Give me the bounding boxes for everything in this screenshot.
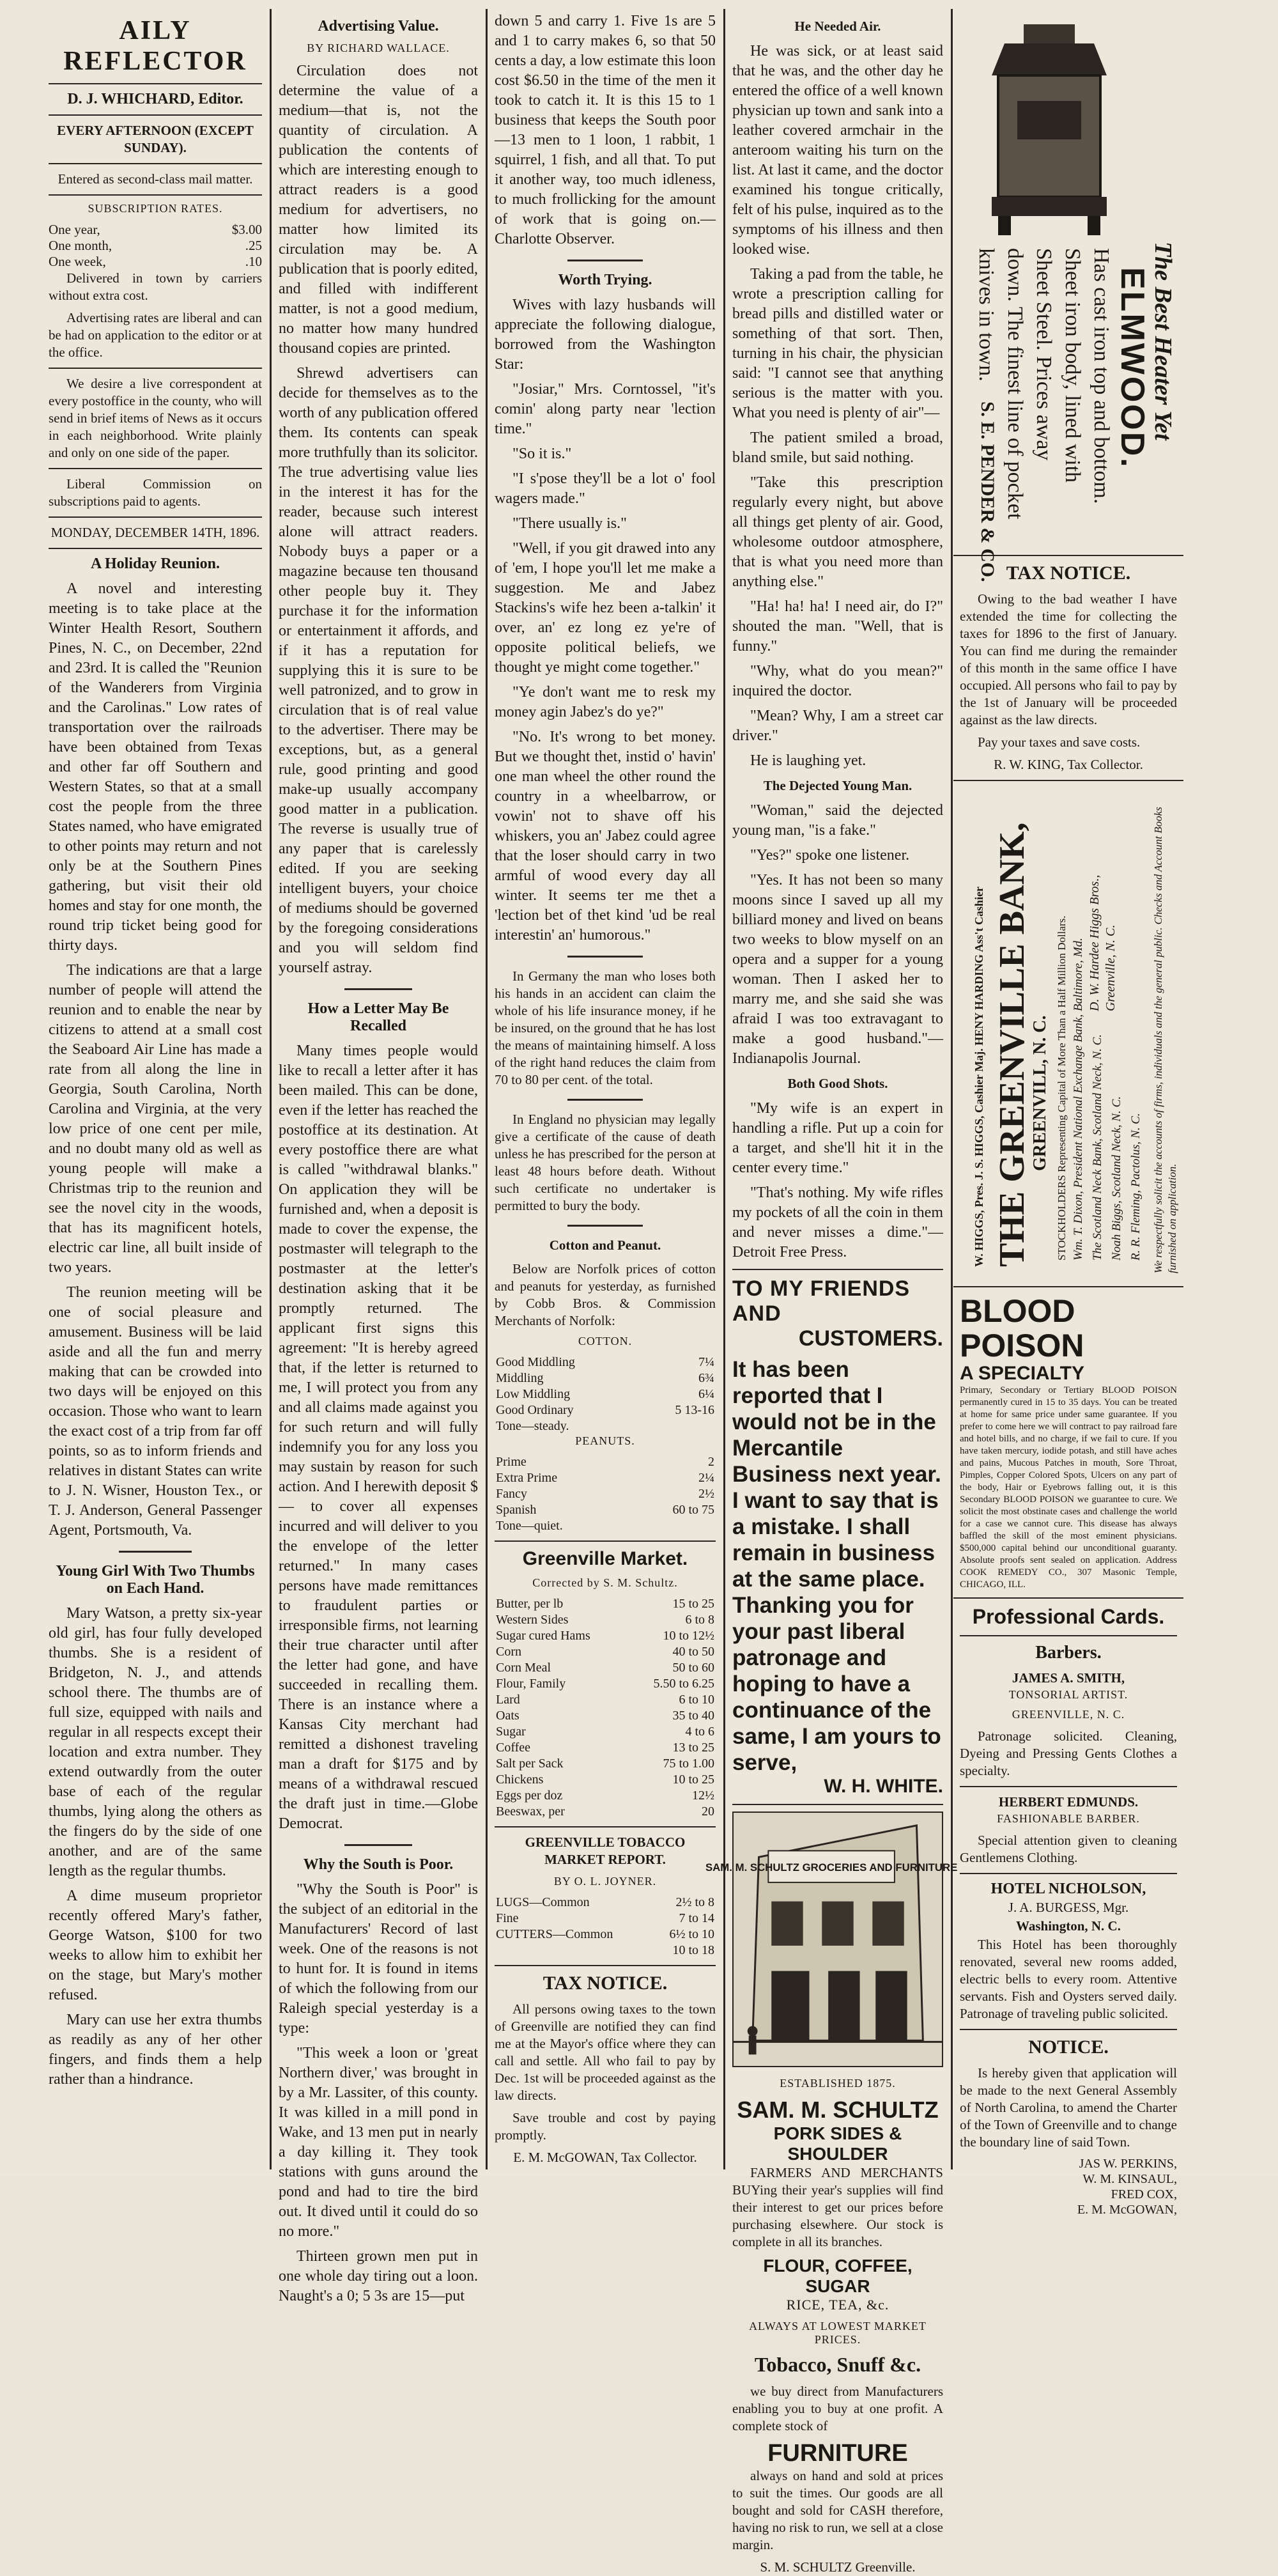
tax-signature: R. W. KING, Tax Collector. xyxy=(994,757,1143,772)
correspondent-note: We desire a live correspondent at every postoffice in the county, who will send in brief items of News as it occurs in each neighborhood. Write plainly and only on one side of the paper. xyxy=(49,376,262,460)
tax-title: TAX NOTICE. xyxy=(1006,563,1131,584)
table-row: Corn 40 to 50 xyxy=(496,1645,714,1659)
entered-line: Entered as second-class mail matter. xyxy=(58,171,253,187)
column-rule xyxy=(723,9,725,2169)
table-row: Fine 7 to 14 xyxy=(496,1911,714,1925)
worth-paragraph: "Well, if you git drawed into any of 'em, I hope you'll let me make a suggestion. Me and Jabez Stackins's wife hez been a-talkin' it over, an' ez long ez ye're of opposite political beliefs, we thought ye might come together." xyxy=(495,540,716,676)
advertising-paragraph: Shrewd advertisers can decide for themselves as to the worth of any publication offered them. Its contents can speak more truthfully than its solicitor. The true advertising value lies in the interest it has for the reader, because such interest alone will attract readers. Nobody buys a paper or a magazine because ten thousand other people buy it. They purchase it for the information or entertainment it affords, and if it has a reputation for supplying this it is sure to be well patronized, and to grow in circulation that is of real value to the advertiser. There may be exceptions, but, as a general rule, good printing and good make-up usually accompany good matter in a publication. The reverse is usually true of any paper that is carelessly edited. If you are seeking intelligent buyers, your choice of mediums should be governed by the foregoing considerations and you will seldom find yourself astray. xyxy=(279,365,478,976)
tax-body: All persons owing taxes to the town of Greenville are notified they can find me at the Mayor's office where they can call and settle. All who fail to pay by Dec. 1st will be proceeded against as the law directs. xyxy=(495,2001,716,2103)
heater-body: Sheet iron body, lined with xyxy=(1061,248,1084,483)
heater-tagline: The Best Heater Yet xyxy=(1150,242,1176,440)
table-row: Eggs per doz 12½ xyxy=(496,1788,714,1803)
friends-heading: CUSTOMERS. xyxy=(798,1326,943,1351)
advertising-title: Advertising Value. xyxy=(318,18,439,35)
table-row: Sugar cured Hams 10 to 12½ xyxy=(496,1629,714,1643)
tax-body: Pay your taxes and save costs. xyxy=(978,734,1141,750)
edmunds-title: FASHIONABLE BARBER. xyxy=(997,1812,1140,1825)
worth-paragraph: "No. It's wrong to bet money. But we thought thet, instid o' havin' one man wheel the other round the country in a wheelbarrow, or vowin' not to shave off his whiskers, you an' Jabez could agree that the loser should carry in two armful of wood every day all winter. It seems ter me thet a 'lection bet of thet kind 'ud be real interestin' an' humorous." xyxy=(495,729,716,943)
cotton-title: Cotton and Peanut. xyxy=(549,1238,661,1253)
thumbs-paragraph: Mary can use her extra thumbs as readily as any of her other fingers, and finds them a help rather than a hindrance. xyxy=(49,2012,262,2088)
rates-list xyxy=(49,222,262,270)
friends-signature: W. H. WHITE. xyxy=(824,1776,943,1797)
south-paragraph: "Why the South is Poor" is the subject of an editorial in the Manufacturers' Record of last week. One of the reasons is not to hunt for. It is found in items of which the following from our Raleigh special yesterday is a type: xyxy=(279,1881,478,2037)
schultz-tobacco: Tobacco, Snuff &c. xyxy=(754,2353,921,2376)
tobacco-title: GREENVILLE TOBACCO MARKET REPORT. xyxy=(525,1835,686,1867)
thumbs-title: Young Girl With Two Thumbs on Each Hand. xyxy=(56,1563,255,1597)
signature: JAS W. PERKINS, xyxy=(1079,2157,1177,2171)
schultz-body2: we buy direct from Manufacturers enabling you to buy at one profit. A complete stock of xyxy=(732,2384,943,2433)
hotel-body: This Hotel has been thoroughly renovated, several new rooms added, electric bells to every room. Attentive servants. Fish and Oysters served daily. Patronage of traveling public solicited. xyxy=(960,1937,1177,2021)
market-byline: Corrected by S. M. Schultz. xyxy=(532,1576,678,1589)
bank-stockholder: Noah Biggs, Scotland Neck, N. C. xyxy=(1110,1096,1123,1261)
cotton-head: COTTON. xyxy=(578,1335,633,1347)
professional-title: Professional Cards. xyxy=(972,1605,1165,1628)
bank-name: THE GREENVILLE BANK, xyxy=(992,822,1032,1267)
peanut-table xyxy=(495,1454,716,1534)
notice-title: NOTICE. xyxy=(1028,2037,1109,2058)
heater-body: Sheet Steel. Prices away xyxy=(1032,248,1056,461)
shots-paragraph: "My wife is an expert in handling a rifle. Put up a coin for a target, and she'll hit it in the center every time." xyxy=(732,1100,943,1176)
delivery-note: Delivered in town by carriers without extra cost. xyxy=(49,270,262,303)
reunion-paragraph: A novel and interesting meeting is to take place at the Winter Health Resort, Southern Pines, N. C., on December, 22nd and 23rd. It is called the "Reunion of the Wanderers from Virginia and the Carolinas." Low rates of transportation over the railroads have been obtained from Texas and other far off Southern and Western States, so that at a small cost the people from the three States named, who have emigrated to other points may return and not only be at the Southern Pines gathering, but visit their old homes and stay for one month, the round trip ticket being good for thirty days. xyxy=(49,580,262,954)
air-paragraph: "Ha! ha! ha! I need air, do I?" shouted the man. "Well, that is funny." xyxy=(732,598,943,655)
store-illustration xyxy=(705,1812,958,2067)
tobacco-byline: BY O. L. JOYNER. xyxy=(553,1875,657,1888)
worth-paragraph: "Josiar," Mrs. Corntossel, "it's comin' along party near 'lection time." xyxy=(495,381,716,437)
advertising-byline: BY RICHARD WALLACE. xyxy=(307,42,450,54)
continued-paragraph: down 5 and carry 1. Five 1s are 5 and 1 to carry makes 6, so that 50 cents a day, a low estimate this loon cost $6.50 in the time of the men it took to catch it. It is this 15 to 1 business that keeps the South poor—13 men to 1 loon, 1 rabbit, 1 squirrel, 1 fish, and all that. To put it another way, too much idleness, to much frollicking for the amount of work that is going on.—Charlotte Observer. xyxy=(495,13,716,247)
table-row: Corn Meal 50 to 60 xyxy=(496,1661,714,1675)
blood-subheading: A SPECIALTY xyxy=(960,1363,1085,1384)
england-paragraph: In England no physician may legally give a certificate of the cause of death unless he has prescribed for the person at least 48 hours before death. Without such certificate no undertaker is permitted to bury the body. xyxy=(495,1112,716,1213)
worth-paragraph: Wives with lazy husbands will appreciate the following dialogue, borrowed from the Washington Star: xyxy=(495,297,716,373)
air-title: He Needed Air. xyxy=(794,19,881,34)
tax-body: Save trouble and cost by paying promptly. xyxy=(495,2110,716,2143)
friends-body: It has been reported that I would not be in the Mercantile Business next year. I want to say that is a mistake. I shall remain in business at the same place. Thanking you for your past liberal patronage and hoping to have a continuance of the same, I am yours to serve, xyxy=(732,1357,941,1775)
table-row: Beeswax, per 20 xyxy=(496,1804,714,1819)
heater-name: ELMWOOD. xyxy=(1114,267,1151,469)
bank-stockholder: Wm. T. Dixon, President National Exchange Bank, Baltimore, Md. xyxy=(1072,938,1085,1261)
cotton-intro: Below are Norfolk prices of cotton and peanuts for yesterday, as furnished by Cobb Bros. & Commission Merchants of Norfolk: xyxy=(495,1261,716,1328)
table-row: Flour, Family 5.50 to 6.25 xyxy=(496,1677,714,1691)
tax-title: TAX NOTICE. xyxy=(543,1973,668,1994)
table-row: Sugar 4 to 6 xyxy=(496,1725,714,1739)
masthead: AILY REFLECTOR xyxy=(63,16,247,76)
table-row: CUTTERS—Common 6½ to 10 xyxy=(496,1927,714,1941)
south-paragraph: "This week a loon or 'great Northern diver,' was brought in by a Mr. Lassiter, of this county. It was killed in a mill pond in Wake, and 13 men put in nearly a day killing it. They took stations with guns around the pond and had to tire the bird out. It dived until it could do so no more." xyxy=(279,2045,478,2240)
table-row: Tone—quiet. xyxy=(496,1519,563,1533)
market-title: Greenville Market. xyxy=(522,1548,688,1569)
hotel-place: Washington, N. C. xyxy=(1016,1918,1121,1934)
heater-body: Has cast iron top and bottom. xyxy=(1089,248,1113,504)
schultz-signature: S. M. SCHULTZ Greenville. xyxy=(760,2559,916,2575)
barbers-heading: Barbers. xyxy=(1035,1643,1102,1663)
south-paragraph: Thirteen grown men put in one whole day tiring out a loon. Naught's a 0; 5 3s are 15—put xyxy=(279,2248,478,2304)
advertising-paragraph: Circulation does not determine the value of a medium—that is, not the quantity of circulation. A publication the contents of which are interesting enough to attract readers is a good medium for advertisers, no matter how limited its circulation may be. A publication that is poorly edited, and filled with indifferent matter, is not a good medium, no matter how many hundred thousand copies are printed. xyxy=(279,63,478,357)
bank-ad xyxy=(953,788,1183,1280)
air-paragraph: He was sick, or at least said that he was, and the other day he entered the office of a well known physician up town and sank into a leather covered armchair in the anteroom waiting his turn on the list. At last it came, and the doctor examined his tongue critically, felt of his pulse, inquired as to the symptoms of his illness and then looked wise. xyxy=(732,43,943,258)
smith-name: JAMES A. SMITH, xyxy=(1012,1670,1125,1686)
signature: FRED COX, xyxy=(1111,2187,1177,2201)
thumbs-paragraph: Mary Watson, a pretty six-year old girl, has four fully developed thumbs. She is a resident of Bridgeton, N. J., and attends school there. The thumbs are of full size, equipped with nails and regular in all respects except their location and extra number. They extend outwardly from the outer base of each of the regular thumbs, lying along the others as the fingers do by the side of one another, and are of the same length as the regular thumbs. xyxy=(49,1605,262,1879)
friends-heading: TO MY FRIENDS AND xyxy=(732,1276,911,1326)
worth-title: Worth Trying. xyxy=(558,272,652,288)
reunion-title: A Holiday Reunion. xyxy=(90,555,220,572)
table-row: Good Ordinary 5 13-16 xyxy=(496,1403,714,1417)
dejected-title: The Dejected Young Man. xyxy=(763,778,912,793)
thumbs-paragraph: A dime museum proprietor recently offered Mary's father, George Watson, $100 for two weeks to allow him to exhibit her on the stage, but Mary's mother refused. xyxy=(49,1888,262,2003)
signature: E. M. McGOWAN, xyxy=(1077,2203,1177,2217)
bank-place: GREENVILL, N. C. xyxy=(1030,1015,1050,1171)
rate-row: One year, $3.00 xyxy=(49,222,262,237)
table-row: Fancy 2½ xyxy=(496,1487,714,1501)
worth-paragraph: "There usually is." xyxy=(512,515,627,532)
table-row: Western Sides 6 to 8 xyxy=(496,1613,714,1627)
table-row: Coffee 13 to 25 xyxy=(496,1741,714,1755)
friends-ad xyxy=(732,1276,943,1797)
market-table xyxy=(495,1596,716,1820)
smith-title: TONSORIAL ARTIST. xyxy=(1008,1688,1128,1701)
column-4 xyxy=(705,12,958,2575)
issue-date: MONDAY, DECEMBER 14TH, 1896. xyxy=(50,525,260,540)
air-paragraph: "Mean? Why, I am a street car driver." xyxy=(732,708,943,744)
air-paragraph: "Take this prescription regularly every night, but above all things get plenty of air. Good, wholesome outdoor atmosphere, that is what you need more than anything else." xyxy=(732,474,943,590)
table-row: Salt per Sack 75 to 1.00 xyxy=(496,1757,714,1771)
advertising-note: Advertising rates are liberal and can be had on application to the editor or at the office. xyxy=(49,310,262,360)
schultz-name: SAM. M. SCHULTZ xyxy=(737,2097,939,2123)
hotel-manager: J. A. BURGESS, Mgr. xyxy=(1008,1900,1129,1915)
schultz-low-prices: ALWAYS AT LOWEST MARKET PRICES. xyxy=(749,2320,927,2346)
tax-body: Owing to the bad weather I have extended the time for collecting the taxes for 1896 to the first of January. You can find me during the remainder of this month in the same office I have occupied. All persons who fail to pay by the 1st of January will be proceeded against as the law directs. xyxy=(960,591,1177,727)
table-row: 10 to 18 xyxy=(672,1943,714,1957)
bank-officers: W. HIGGS, Pres. J. S. HIGGS, Cashier Maj. HENY HARDING Ass't Cashier xyxy=(973,886,985,1267)
table-row: Spanish 60 to 75 xyxy=(496,1503,714,1517)
table-row: Middling 6¾ xyxy=(496,1371,714,1385)
tobacco-table xyxy=(495,1895,716,1959)
reunion-paragraph: The reunion meeting will be one of social pleasure and amusement. Business will be laid aside and all the fun and merry making that can be crowded into two days will be enjoyed on this occasion. Those who want to learn the exact cost of a trip from far off points, so as to inform friends and relatives in distant States can write to J. N. Wisner, Houston Tex., or T. J. Anderson, General Passenger Agent, Portsmouth, Va. xyxy=(49,1284,262,1539)
rate-row: One month, .25 xyxy=(49,238,262,253)
bank-stockholder: Greenville, N. C. xyxy=(1104,924,1118,1011)
dejected-paragraph: "Yes. It has not been so many moons since I saved up all my billiard money and lived on beans two weeks to blow myself on an opera and a supper for a young woman. Then I asked her to marry me, and she said she was afraid I was too extravagant to make a good husband."—Indianapolis Journal. xyxy=(732,872,943,1067)
edmunds-name: HERBERT EDMUNDS. xyxy=(998,1794,1139,1810)
hotel-name: HOTEL NICHOLSON, xyxy=(990,1881,1146,1897)
shots-title: Both Good Shots. xyxy=(787,1076,888,1091)
schultz-subhead: PORK SIDES & SHOULDER xyxy=(773,2123,902,2164)
bank-stockholders: STOCKHOLDERS Representing Capital of More Than a Half Million Dollars. xyxy=(1056,915,1068,1261)
tax-notice-2 xyxy=(953,563,1183,773)
store-sign-text: SAM. M. SCHULTZ GROCERIES AND FURNITURE xyxy=(705,1861,958,1874)
commission-note: Liberal Commission on subscriptions paid to agents. xyxy=(49,476,262,509)
column-3 xyxy=(488,12,722,2166)
blood-heading: BLOOD POISON xyxy=(960,1293,1084,1363)
column-rule xyxy=(270,9,272,2169)
column-2 xyxy=(272,12,484,2304)
bank-stockholder: R. R. Fleming, Pactolus, N. C. xyxy=(1129,1113,1143,1261)
professional-cards xyxy=(953,1605,1183,2217)
table-row: Prime 2 xyxy=(496,1455,714,1469)
heater-body: knives in town. xyxy=(974,248,998,382)
schultz-body3: always on hand and sold at prices to suit the times. Our goods are all bought and sold for CASH therefore, having no risk to run, we sell at a close margin. xyxy=(732,2468,943,2552)
table-row: Chickens 10 to 25 xyxy=(496,1773,714,1787)
shots-paragraph: "That's nothing. My wife rifles my pockets of all the coin in them and never misses a dime."—Detroit Free Press. xyxy=(732,1184,943,1261)
schedule-line: EVERY AFTERNOON (EXCEPT SUNDAY). xyxy=(57,123,254,155)
stove-illustration xyxy=(979,24,1120,235)
column-5 xyxy=(953,12,1183,2217)
air-paragraph: He is laughing yet. xyxy=(750,752,866,769)
smith-place: GREENVILLE, N. C. xyxy=(1012,1708,1125,1721)
air-paragraph: Taking a pad from the table, he wrote a prescription calling for bread pills and distilled water or something of that sort. Then, turning in his chair, the physician said: "I cannot see that anything serious is the matter with you. What you need is plenty of air"— xyxy=(732,266,943,421)
table-row: Tone—steady. xyxy=(496,1419,569,1433)
column-rule xyxy=(486,9,488,2169)
dejected-paragraph: "Yes?" spoke one listener. xyxy=(750,847,910,864)
heater-body: down. The finest line of pocket xyxy=(1003,248,1027,520)
table-row: Low Middling 6¼ xyxy=(496,1387,714,1401)
reunion-paragraph: The indications are that a large number of people will attend the reunion and to enable the near by citizens to attend at a small cost the Seaboard Air Line has made a rate from all along the line in Georgia, South Carolina, North Carolina and Virginia, at the very low price of one cent per mile, and no doubt many old as well as young people will make a Christmas trip to the reunion and see the novel city in the woods, that has its magnificent hotels, electric car line, all built inside of two years. xyxy=(49,962,262,1276)
rates-title: SUBSCRIPTION RATES. xyxy=(88,202,223,215)
worth-paragraph: "I s'pose they'll be a lot o' fool wagers made." xyxy=(495,470,716,507)
schultz-goods: FLOUR, COFFEE, SUGAR xyxy=(763,2256,912,2296)
tax-signature: E. M. McGOWAN, Tax Collector. xyxy=(513,2150,697,2165)
schultz-goods2: RICE, TEA, &c. xyxy=(786,2297,889,2313)
table-row: Butter, per lb 15 to 25 xyxy=(496,1597,714,1611)
blood-poison-ad xyxy=(953,1294,1183,1591)
table-row: Lard 6 to 10 xyxy=(496,1693,714,1707)
air-paragraph: "Why, what do you mean?" inquired the doctor. xyxy=(732,663,943,699)
schultz-body: FARMERS AND MERCHANTS BUYing their year's supplies will find their interest to get our prices before purchasing elsewhere. Our stock is complete in all its branches. xyxy=(732,2165,943,2249)
signature: W. M. KINSAUL, xyxy=(1082,2172,1177,2186)
letter-paragraph: Many times people would like to recall a letter after it has been mailed. This can be done, even if the letter has reached the postoffice at its destination. At every postoffice there are what is called "withdrawal blanks." On application they will be furnished and, when a deposit is made to cover the expense, the postmaster will telegraph to the postmaster at the letter's destination asking that it be promptly returned. The applicant first signs this agreement: "It is hereby agreed that, if the letter is returned to me, I will protect you from any and all claims made against you for such return and will fully indemnify you for any loss you may sustain by reason for such action. And I herewith deposit $— to cover all expenses incurred and will deliver to you the envelope of the letter returned." In many cases persons have made remittances to fraudulent parties or irresponsible firms, not learning their true character until after the letter had gone, and have succeeded in recalling them. There is an instance where a Kansas City merchant had remitted a dishonest traveling man a draft for $175 and by means of a withdrawal rescued the draft just in time.—Globe Democrat. xyxy=(279,1043,478,1832)
bank-stockholder: The Scotland Neck Bank, Scotland Neck, N. C. xyxy=(1091,1034,1104,1261)
notice-signatures xyxy=(960,2156,1177,2217)
cotton-table xyxy=(495,1354,716,1434)
worth-paragraph: "Ye don't want me to resk my money agin Jabez's do ye?" xyxy=(495,684,716,720)
letter-title: How a Letter May Be Recalled xyxy=(307,1000,449,1034)
column-rule xyxy=(951,9,953,2169)
rate-row: One week, .10 xyxy=(49,254,262,269)
heater-signature: S. E. PENDER & CO. xyxy=(977,401,998,582)
germany-paragraph: In Germany the man who loses both his hands in an accident can claim the whole of his life insurance money, if he be insured, on the ground that he has lost the means of maintaining himself. A loss of the right hand reduces the claim from 70 to 80 per cent. of the total. xyxy=(495,968,716,1087)
bank-stockholder: D. W. Hardee Higgs Bros., xyxy=(1088,874,1102,1011)
air-paragraph: The patient smiled a broad, bland smile, but said nothing. xyxy=(732,430,943,466)
notice-body: Is hereby given that application will be made to the next General Assembly of North Carolina, to amend the Charter of the Town of Greenville and to change the boundary line of said Town. xyxy=(960,2065,1177,2150)
table-row: Extra Prime 2¼ xyxy=(496,1471,714,1485)
table-row: Good Middling 7¼ xyxy=(496,1355,714,1369)
peanuts-head: PEANUTS. xyxy=(575,1434,635,1447)
edmunds-body: Special attention given to cleaning Gentlemens Clothing. xyxy=(960,1833,1177,1865)
table-row: LUGS—Common 2½ to 8 xyxy=(496,1895,714,1909)
established-line: ESTABLISHED 1875. xyxy=(780,2077,896,2090)
bank-terms: We respectfully solicit the accounts of firms, individuals and the general public. Checks and Account Books furnished on application. xyxy=(1152,807,1178,1273)
worth-paragraph: "So it is." xyxy=(512,446,572,462)
south-title: Why the South is Poor. xyxy=(303,1856,454,1873)
table-row: Oats 35 to 40 xyxy=(496,1709,714,1723)
smith-body: Patronage solicited. Cleaning, Dyeing and Pressing Gents Clothes a specialty. xyxy=(960,1728,1177,1778)
schultz-furniture: FURNITURE xyxy=(767,2440,908,2467)
column-1 xyxy=(42,12,268,2166)
dejected-paragraph: "Woman," said the dejected young man, "is a fake." xyxy=(732,802,943,839)
editor-line: D. J. WHICHARD, Editor. xyxy=(67,91,243,107)
blood-body: Primary, Secondary or Tertiary BLOOD POISON permanently cured in 15 to 35 days. You can be treated at home for same price under same guarantee. If you prefer to come here we will contract to pay railroad fare and hotel bills, and no charge, if we fail to cure. If you have taken mercury, iodide potash, and still have aches and pains, Mucous Patches in mouth, Sore Throat, Pimples, Copper Colored Spots, Ulcers on any part of the body, Hair or Eyebrows falling out, it is this Secondary BLOOD POISON we guarantee to cure. We solicit the most obstinate cases and challenge the world for a case we cannot cure. This disease has always baffled the skill of the most eminent physicians. $500,000 capital behind our unconditional guaranty. Absolute proofs sent sealed on application. Address COOK REMEDY CO., 307 Masonic Temple, CHICAGO, ILL. xyxy=(960,1385,1177,1590)
